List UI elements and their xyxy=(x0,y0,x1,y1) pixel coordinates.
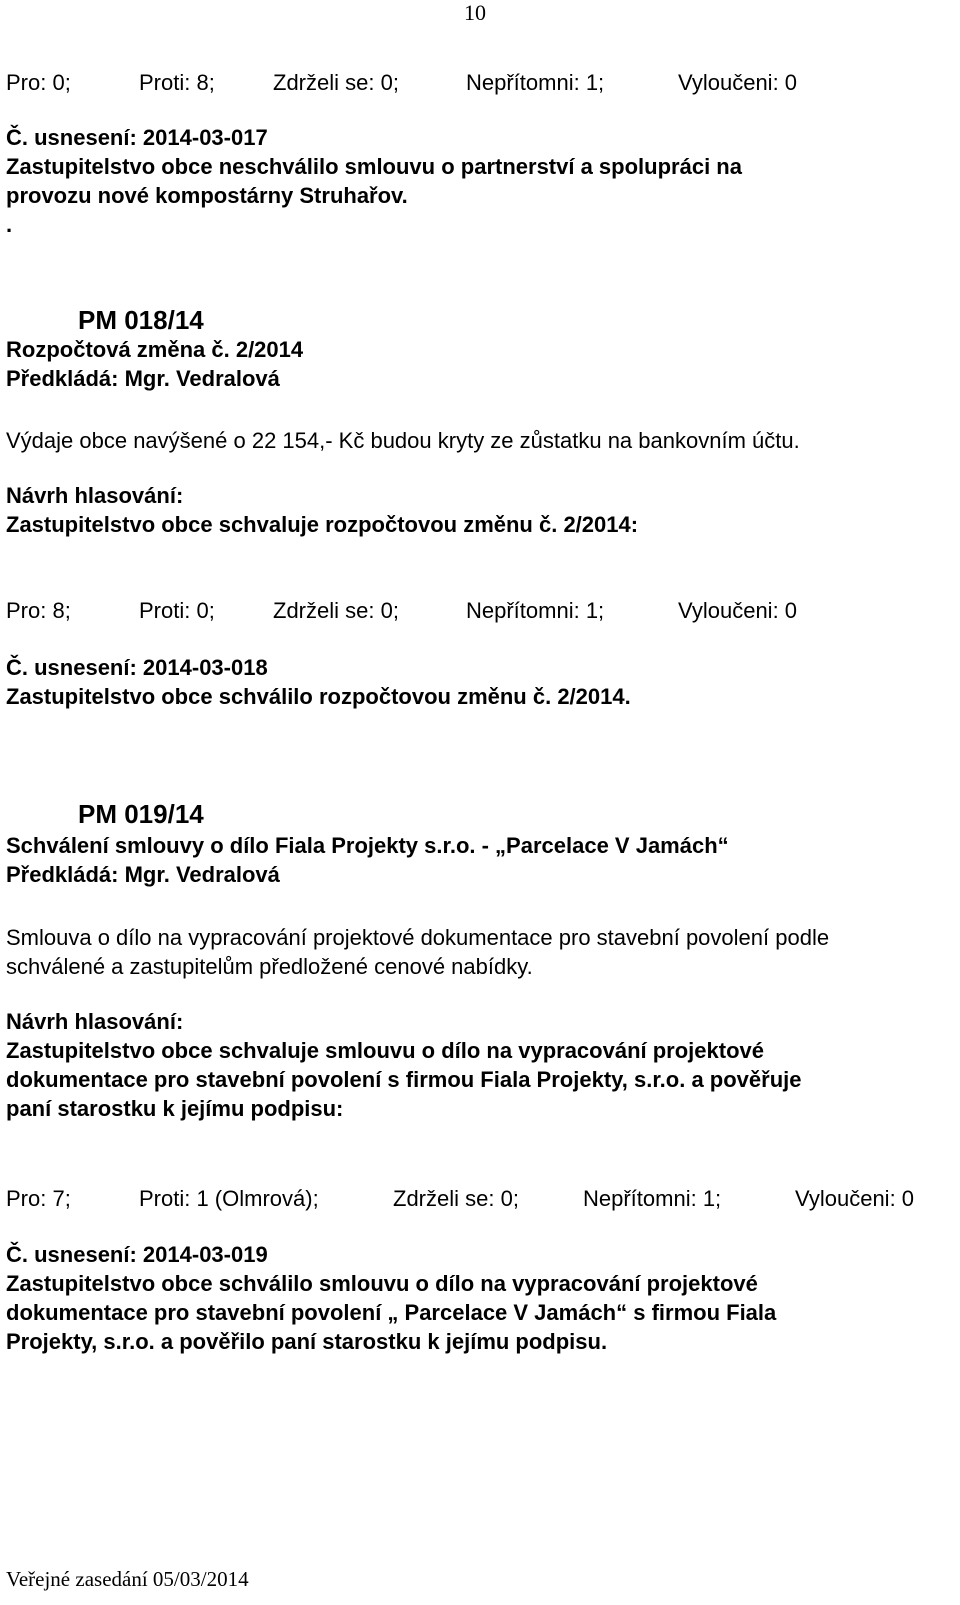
vote-proti: Proti: 1 (Olmrová); xyxy=(139,1186,319,1211)
page-footer: Veřejné zasedání 05/03/2014 xyxy=(6,1567,249,1591)
agenda-item-code: PM 018/14 xyxy=(78,305,204,335)
description-line: schválené a zastupitelům předložené cenové nabídky. xyxy=(6,954,533,979)
agenda-item-code: PM 019/14 xyxy=(78,799,204,829)
vote-vylouceni: Vyloučeni: 0 xyxy=(678,598,798,623)
page-number: 10 xyxy=(464,0,486,25)
resolution-text-line: provozu nové kompostárny Struhařov. xyxy=(6,183,408,208)
vote-zdrzeli: Zdrželi se: 0; xyxy=(273,598,399,623)
proposal-text-line: Zastupitelstvo obce schvaluje smlouvu o dílo na vypracování projektové xyxy=(6,1038,764,1063)
resolution-text-line: Zastupitelstvo obce neschválilo smlouvu o partnerství a spolupráci na xyxy=(6,154,742,179)
resolution-number: Č. usnesení: 2014-03-017 xyxy=(6,125,268,150)
vote-nepritomni: Nepřítomni: 1; xyxy=(583,1186,722,1211)
vote-nepritomni: Nepřítomni: 1; xyxy=(466,598,605,623)
vote-proti: Proti: 8; xyxy=(139,70,215,95)
vote-proti: Proti: 0; xyxy=(139,598,215,623)
vote-pro: Pro: 7; xyxy=(6,1186,71,1211)
vote-row-017 xyxy=(6,70,946,96)
proposal-label: Návrh hlasování: xyxy=(6,483,184,508)
proposal-label: Návrh hlasování: xyxy=(6,1009,184,1034)
vote-pro: Pro: 8; xyxy=(6,598,71,623)
vote-row-019 xyxy=(6,1186,951,1212)
resolution-text-line: dokumentace pro stavební povolení „ Parcelace V Jamách“ s firmou Fiala xyxy=(6,1300,777,1325)
description: Výdaje obce navýšené o 22 154,- Kč budou kryty ze zůstatku na bankovním účtu. xyxy=(6,428,800,453)
description-line: Smlouva o dílo na vypracování projektové dokumentace pro stavební povolení podle xyxy=(6,925,830,950)
presenter: Předkládá: Mgr. Vedralová xyxy=(6,862,280,887)
resolution-number: Č. usnesení: 2014-03-019 xyxy=(6,1242,268,1267)
resolution-number: Č. usnesení: 2014-03-018 xyxy=(6,655,268,680)
vote-zdrzeli: Zdrželi se: 0; xyxy=(393,1186,519,1211)
resolution-text-line: Zastupitelstvo obce schválilo smlouvu o dílo na vypracování projektové xyxy=(6,1271,758,1296)
proposal-text-line: paní starostku k jejímu podpisu: xyxy=(6,1096,344,1121)
presenter: Předkládá: Mgr. Vedralová xyxy=(6,366,280,391)
proposal-text: Zastupitelstvo obce schvaluje rozpočtovou změnu č. 2/2014: xyxy=(6,512,639,537)
proposal-text-line: dokumentace pro stavební povolení s firmou Fiala Projekty, s.r.o. a pověřuje xyxy=(6,1067,802,1092)
vote-pro: Pro: 0; xyxy=(6,70,71,95)
vote-vylouceni: Vyloučeni: 0 xyxy=(678,70,798,95)
agenda-item-title: Rozpočtová změna č. 2/2014 xyxy=(6,337,304,362)
resolution-text-line: . xyxy=(6,212,13,237)
vote-row-018 xyxy=(6,598,946,624)
resolution-text: Zastupitelstvo obce schválilo rozpočtovou změnu č. 2/2014. xyxy=(6,684,631,709)
vote-nepritomni: Nepřítomni: 1; xyxy=(466,70,605,95)
vote-zdrzeli: Zdrželi se: 0; xyxy=(273,70,399,95)
resolution-text-line: Projekty, s.r.o. a pověřilo paní starostku k jejímu podpisu. xyxy=(6,1329,608,1354)
agenda-item-title: Schválení smlouvy o dílo Fiala Projekty s.r.o. - „Parcelace V Jamách“ xyxy=(6,833,729,858)
vote-vylouceni: Vyloučeni: 0 xyxy=(795,1186,915,1211)
